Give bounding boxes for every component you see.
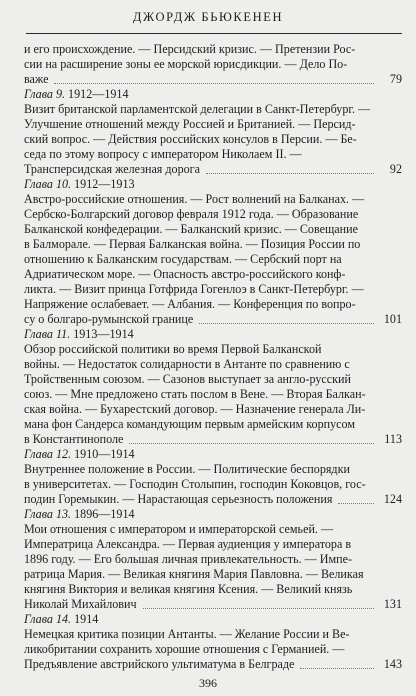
entry-line: 1896 году. — Его большая личная привлекательность. — Импе- xyxy=(24,552,353,566)
entry-line: ликобритании сохранить хорошие отношения с Германией. — xyxy=(24,642,345,656)
entry-line: в университетах. — Господин Столыпин, господин Коковцов, гос- xyxy=(24,477,366,491)
entry-line: подин Горемыкин. — Нарастающая серьезность положения xyxy=(24,492,333,506)
entry-line: и его происхождение. — Персидский кризис. — Претензии Рос- xyxy=(24,42,356,56)
entry-line: ликта. — Визит принца Готфрида Гогенлоэ в Санкт-Петербург. — xyxy=(24,282,364,296)
chapter-years: 1896—1914 xyxy=(74,507,135,521)
chapter-label: Глава 12. xyxy=(24,447,72,461)
entry-line: мана фон Сандерса командующим первым армейским корпусом xyxy=(24,417,355,431)
dot-leader xyxy=(206,173,374,174)
chapter-heading xyxy=(24,447,402,462)
entry-line: сии на расширение зоны ее морской юрисдикции. — Дело По- xyxy=(24,57,348,71)
toc-entry xyxy=(24,42,402,87)
chapter-years: 1914 xyxy=(74,612,99,626)
entry-page-number: 92 xyxy=(389,162,402,176)
dot-leader xyxy=(199,323,374,324)
chapter-heading xyxy=(24,507,402,522)
entry-page-number: 101 xyxy=(383,312,402,326)
running-head: ДЖОРДЖ БЬЮКЕНЕН xyxy=(132,10,284,24)
entry-line: Обзор российской политики во время Первой Балканской xyxy=(24,342,322,356)
chapter-years: 1912—1913 xyxy=(74,177,135,191)
dot-leader xyxy=(338,503,374,504)
chapter-heading xyxy=(24,612,402,627)
chapter-heading xyxy=(24,177,402,192)
entry-line: княгиня Виктория и великая княгиня Ксения. — Великий князь xyxy=(24,582,353,596)
chapter-heading xyxy=(24,327,402,342)
entry-line: Николай Михайлович xyxy=(24,597,137,611)
entry-line: Тройственным союзом. — Сазонов выступает за англо-русский xyxy=(24,372,351,386)
entry-page-number: 113 xyxy=(384,432,402,446)
toc-entry xyxy=(24,192,402,327)
dot-leader xyxy=(129,443,374,444)
entry-line: важе xyxy=(24,72,49,86)
toc-entry xyxy=(24,102,402,177)
chapter-years: 1910—1914 xyxy=(74,447,135,461)
entry-line: отношению к Балканским государствам. — Сербский порт на xyxy=(24,252,342,266)
dot-leader xyxy=(300,668,374,669)
entry-line: Предъявление австрийского ультиматума в Белграде xyxy=(24,657,295,671)
dot-leader xyxy=(143,608,374,609)
entry-line: седа по этому вопросу с императором Николаем II. — xyxy=(24,147,302,161)
chapter-label: Глава 9. xyxy=(24,87,66,101)
toc-entry xyxy=(24,522,402,612)
entry-line: Внутреннее положение в России. — Политические беспорядки xyxy=(24,462,350,476)
entry-line: Балканской конфедерации. — Балканский кризис. — Совещание xyxy=(24,222,358,236)
entry-line: Императрица Александра. — Первая аудиенция у императора в xyxy=(24,537,352,551)
toc-entry xyxy=(24,342,402,447)
entry-line: Мои отношения с императором и императорской семьей. — xyxy=(24,522,334,536)
chapter-years: 1912—1914 xyxy=(68,87,129,101)
toc-entry xyxy=(24,462,402,507)
entry-line: Трансперсидская железная дорога xyxy=(24,162,201,176)
chapter-label: Глава 10. xyxy=(24,177,72,191)
chapter-label: Глава 14. xyxy=(24,612,72,626)
entry-line: Сербско-Болгарский договор февраля 1912 года. — Образование xyxy=(24,207,359,221)
dot-leader xyxy=(54,83,374,84)
entry-line: ский вопрос. — Действия российских консулов в Персии. — Бе- xyxy=(24,132,357,146)
chapter-label: Глава 11. xyxy=(24,327,71,341)
toc-entry xyxy=(24,627,402,672)
entry-line: Адриатическом море. — Опасность австро-российского конф- xyxy=(24,267,346,281)
entry-line: войны. — Недостаток солидарности в Антанте по сравнению с xyxy=(24,357,350,371)
entry-line: Австро-российские отношения. — Рост волнений на Балканах. — xyxy=(24,192,365,206)
entry-page-number: 143 xyxy=(383,657,402,671)
entry-line: Визит британской парламентской делегации в Санкт-Петербург. — xyxy=(24,102,371,116)
entry-line: ратрица Мария. — Великая княгиня Мария Павловна. — Великая xyxy=(24,567,364,581)
chapter-years: 1913—1914 xyxy=(73,327,134,341)
page-number: 396 xyxy=(199,676,217,690)
entry-line: в Константинополе xyxy=(24,432,124,446)
entry-line: ская война. — Бухарестский договор. — Назначение генерала Ли- xyxy=(24,402,366,416)
entry-page-number: 124 xyxy=(383,492,402,506)
entry-line: в Балморале. — Первая Балканская война. — Позиция России по xyxy=(24,237,361,251)
entry-page-number: 131 xyxy=(383,597,402,611)
entry-line: су о болгаро-румынской границе xyxy=(24,312,194,326)
entry-line: Немецкая критика позиции Антанты. — Желание России и Ве- xyxy=(24,627,350,641)
entry-line: Улучшение отношений между Россией и Британией. — Персид- xyxy=(24,117,356,131)
chapter-heading xyxy=(24,87,402,102)
chapter-label: Глава 13. xyxy=(24,507,72,521)
header-rule xyxy=(26,33,402,34)
entry-line: Напряжение ослабевает. — Албания. — Конференция по вопро- xyxy=(24,297,356,311)
entry-line: союз. — Мне предложено стать послом в Вене. — Вторая Балкан- xyxy=(24,387,366,401)
entry-page-number: 79 xyxy=(389,72,402,86)
table-of-contents xyxy=(24,42,402,672)
